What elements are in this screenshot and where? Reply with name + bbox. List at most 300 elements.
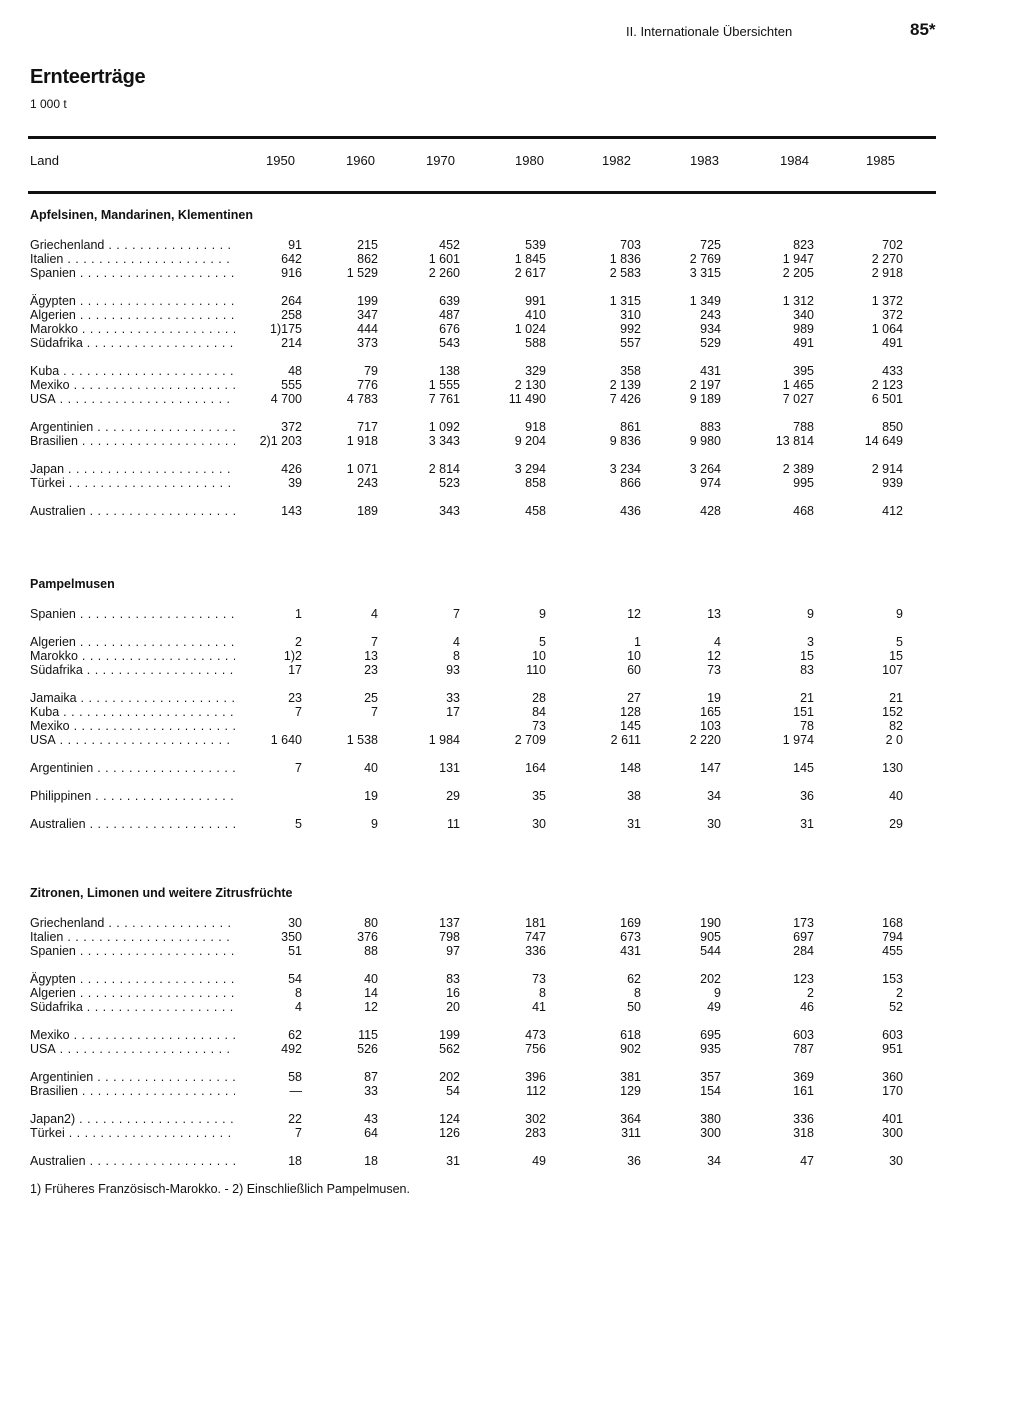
table-cell: 2: [807, 986, 814, 1000]
table-cell: 31: [446, 1154, 460, 1168]
country-name: Australien . . .: [30, 1154, 235, 1168]
column-header-year: 1985: [866, 153, 895, 168]
table-row: [0, 378, 1024, 392]
table-cell: 258: [281, 308, 302, 322]
table-cell: 151: [793, 705, 814, 719]
table-row: [0, 944, 1024, 958]
column-header-year: 1950: [266, 153, 295, 168]
table-cell: 8: [634, 986, 641, 1000]
table-row: [0, 238, 1024, 252]
country-name: Brasilien . . .: [30, 1084, 235, 1098]
table-cell: 1 555: [428, 378, 460, 392]
country-name: Japan2) . . .: [30, 1112, 235, 1126]
table-cell: 36: [800, 789, 814, 803]
table-cell: 29: [446, 789, 460, 803]
table-cell: 523: [439, 476, 460, 490]
table-cell: 30: [288, 916, 302, 930]
table-cell: 798: [439, 930, 460, 944]
table-cell: 23: [288, 691, 302, 705]
table-cell: 5: [896, 635, 903, 649]
table-cell: 129: [620, 1084, 641, 1098]
table-cell: 311: [621, 1126, 641, 1140]
table-cell: 555: [281, 378, 302, 392]
table-row: [0, 1154, 1024, 1168]
table-cell: 2 130: [514, 378, 546, 392]
table-cell: 1 465: [782, 378, 814, 392]
table-cell: 8: [453, 649, 460, 663]
table-cell: 787: [793, 1042, 814, 1056]
table-cell: 562: [439, 1042, 460, 1056]
table-cell: 2 914: [871, 462, 903, 476]
table-cell: 8: [295, 986, 302, 1000]
country-name: Algerien . . .: [30, 635, 235, 649]
table-cell: 28: [532, 691, 546, 705]
table-cell: 64: [364, 1126, 378, 1140]
table-top-rule: [28, 136, 936, 139]
table-cell: 300: [882, 1126, 903, 1140]
table-cell: 4 700: [270, 392, 302, 406]
table-cell: 526: [357, 1042, 378, 1056]
table-cell: 40: [889, 789, 903, 803]
table-cell: 18: [364, 1154, 378, 1168]
table-cell: 381: [620, 1070, 641, 1084]
table-cell: 452: [439, 238, 460, 252]
table-cell: 6 501: [871, 392, 903, 406]
section-title: Pampelmusen: [30, 577, 115, 591]
table-cell: 33: [446, 691, 460, 705]
country-name: Spanien . . .: [30, 607, 235, 621]
table-cell: 1: [634, 635, 641, 649]
table-cell: 33: [364, 1084, 378, 1098]
table-cell: 128: [620, 705, 641, 719]
table-cell: 2 389: [782, 462, 814, 476]
table-cell: 93: [446, 663, 460, 677]
country-name: Spanien . . .: [30, 266, 235, 280]
table-cell: 80: [364, 916, 378, 930]
table-cell: 161: [793, 1084, 814, 1098]
table-cell: 992: [620, 322, 641, 336]
section-title: Zitronen, Limonen und weitere Zitrusfrüchte: [30, 886, 293, 900]
table-cell: 861: [620, 420, 641, 434]
table-cell: 126: [439, 1126, 460, 1140]
table-cell: 243: [357, 476, 378, 490]
table-cell: 30: [889, 1154, 903, 1168]
table-cell: 284: [793, 944, 814, 958]
table-row: [0, 392, 1024, 406]
table-cell: 10: [532, 649, 546, 663]
table-cell: 1)175: [270, 322, 302, 336]
table-cell: 603: [882, 1028, 903, 1042]
table-cell: 2 617: [514, 266, 546, 280]
table-cell: 329: [525, 364, 546, 378]
table-cell: 7 027: [782, 392, 814, 406]
table-cell: 473: [525, 1028, 546, 1042]
country-name: Griechenland . . .: [30, 238, 235, 252]
table-cell: 84: [532, 705, 546, 719]
table-cell: 850: [882, 420, 903, 434]
table-cell: 130: [882, 761, 903, 775]
table-cell: 1 064: [871, 322, 903, 336]
table-cell: 673: [620, 930, 641, 944]
table-cell: 7: [295, 1126, 302, 1140]
table-cell: 2 123: [871, 378, 903, 392]
country-name: USA . . .: [30, 733, 235, 747]
table-cell: 173: [793, 916, 814, 930]
table-cell: 991: [525, 294, 546, 308]
table-cell: 702: [882, 238, 903, 252]
table-row: [0, 434, 1024, 448]
table-cell: 373: [357, 336, 378, 350]
table-cell: 794: [882, 930, 903, 944]
country-name: Jamaika . . .: [30, 691, 235, 705]
table-cell: 431: [700, 364, 721, 378]
table-cell: 4 783: [346, 392, 378, 406]
country-name: Algerien . . .: [30, 308, 235, 322]
column-header-year: 1983: [690, 153, 719, 168]
country-name: Kuba . . .: [30, 705, 235, 719]
table-cell: 107: [882, 663, 903, 677]
country-name: Italien . . .: [30, 930, 235, 944]
table-cell: 433: [882, 364, 903, 378]
table-row: [0, 607, 1024, 621]
table-cell: 918: [525, 420, 546, 434]
table-cell: 9 836: [609, 434, 641, 448]
table-cell: 15: [800, 649, 814, 663]
table-cell: 369: [793, 1070, 814, 1084]
table-cell: 2 0: [885, 733, 903, 747]
table-cell: 1 918: [346, 434, 378, 448]
table-row: [0, 972, 1024, 986]
table-cell: 91: [288, 238, 302, 252]
column-header-year: 1982: [602, 153, 631, 168]
table-cell: 154: [700, 1084, 721, 1098]
table-cell: 169: [620, 916, 641, 930]
country-name: Australien . . .: [30, 504, 235, 518]
table-cell: 934: [700, 322, 721, 336]
table-cell: 34: [707, 789, 721, 803]
table-cell: 215: [357, 238, 378, 252]
table-row: [0, 635, 1024, 649]
table-row: [0, 789, 1024, 803]
table-cell: 15: [889, 649, 903, 663]
table-row: [0, 476, 1024, 490]
table-cell: 2 814: [428, 462, 460, 476]
table-cell: 357: [700, 1070, 721, 1084]
country-name: Spanien . . .: [30, 944, 235, 958]
table-cell: 756: [525, 1042, 546, 1056]
table-cell: 145: [793, 761, 814, 775]
country-name: Ägypten . . .: [30, 972, 235, 986]
table-cell: 124: [439, 1112, 460, 1126]
table-cell: 5: [539, 635, 546, 649]
table-cell: 695: [700, 1028, 721, 1042]
table-cell: 138: [439, 364, 460, 378]
country-name: Argentinien . . .: [30, 761, 235, 775]
table-row: [0, 761, 1024, 775]
table-cell: 1)2: [283, 649, 302, 663]
table-row: [0, 1126, 1024, 1140]
table-cell: 7 426: [609, 392, 641, 406]
table-cell: 935: [700, 1042, 721, 1056]
country-name: Japan . . .: [30, 462, 235, 476]
table-cell: 73: [532, 972, 546, 986]
table-cell: 939: [882, 476, 903, 490]
table-cell: 153: [882, 972, 903, 986]
table-cell: 1 092: [428, 420, 460, 434]
table-cell: 27: [627, 691, 641, 705]
table-cell: 202: [439, 1070, 460, 1084]
page-number: 85*: [910, 20, 936, 39]
table-cell: 410: [525, 308, 546, 322]
table-cell: 7: [371, 705, 378, 719]
table-cell: 48: [288, 364, 302, 378]
country-name: Philippinen . . .: [30, 789, 235, 803]
table-cell: 88: [364, 944, 378, 958]
column-header-land: Land: [30, 153, 59, 168]
table-cell: 199: [357, 294, 378, 308]
table-cell: 2: [896, 986, 903, 1000]
table-cell: 2 205: [782, 266, 814, 280]
table-cell: 747: [525, 930, 546, 944]
table-cell: 2 709: [514, 733, 546, 747]
country-name: Marokko . . .: [30, 649, 235, 663]
table-cell: 2 611: [610, 733, 641, 747]
table-cell: 1 601: [428, 252, 460, 266]
table-cell: 283: [525, 1126, 546, 1140]
table-row: [0, 308, 1024, 322]
table-cell: 642: [281, 252, 302, 266]
country-name: Mexiko . . .: [30, 378, 235, 392]
table-cell: 9 980: [689, 434, 721, 448]
table-cell: 2 769: [689, 252, 721, 266]
table-row: [0, 504, 1024, 518]
table-cell: 302: [525, 1112, 546, 1126]
table-cell: 376: [357, 930, 378, 944]
table-cell: 902: [620, 1042, 641, 1056]
table-row: [0, 1000, 1024, 1014]
table-cell: 340: [793, 308, 814, 322]
table-cell: 989: [793, 322, 814, 336]
table-cell: 529: [700, 336, 721, 350]
table-cell: 1 024: [514, 322, 546, 336]
table-cell: 639: [439, 294, 460, 308]
country-name: Südafrika . . .: [30, 336, 235, 350]
table-cell: 148: [620, 761, 641, 775]
table-cell: 3 294: [514, 462, 546, 476]
table-cell: 1 071: [346, 462, 378, 476]
table-row: [0, 1112, 1024, 1126]
table-cell: —: [289, 1084, 302, 1098]
country-name: Türkei . . .: [30, 476, 235, 490]
table-cell: 25: [364, 691, 378, 705]
table-cell: 47: [800, 1154, 814, 1168]
table-cell: 49: [707, 1000, 721, 1014]
table-cell: 19: [364, 789, 378, 803]
table-row: [0, 705, 1024, 719]
table-cell: 862: [357, 252, 378, 266]
table-cell: 491: [793, 336, 814, 350]
table-cell: 168: [882, 916, 903, 930]
table-cell: 62: [288, 1028, 302, 1042]
table-cell: 5: [295, 817, 302, 831]
table-cell: 858: [525, 476, 546, 490]
table-cell: 364: [620, 1112, 641, 1126]
table-cell: 83: [446, 972, 460, 986]
table-cell: 2 918: [871, 266, 903, 280]
table-cell: 73: [707, 663, 721, 677]
table-cell: 34: [707, 1154, 721, 1168]
table-cell: 431: [620, 944, 641, 958]
table-cell: 428: [700, 504, 721, 518]
table-row: [0, 649, 1024, 663]
table-cell: 1 984: [428, 733, 460, 747]
table-cell: 4: [371, 607, 378, 621]
table-header-rule: [28, 191, 936, 194]
table-cell: 776: [357, 378, 378, 392]
table-cell: 618: [620, 1028, 641, 1042]
table-row: [0, 719, 1024, 733]
table-cell: 60: [627, 663, 641, 677]
table-cell: 9 204: [514, 434, 546, 448]
table-cell: 145: [620, 719, 641, 733]
table-cell: 9: [371, 817, 378, 831]
table-cell: 2 139: [609, 378, 641, 392]
table-row: [0, 420, 1024, 434]
table-row: [0, 916, 1024, 930]
table-row: [0, 252, 1024, 266]
table-cell: 87: [364, 1070, 378, 1084]
table-cell: 22: [288, 1112, 302, 1126]
table-cell: 14 649: [864, 434, 903, 448]
table-cell: 358: [620, 364, 641, 378]
table-cell: 21: [800, 691, 814, 705]
table-cell: 36: [627, 1154, 641, 1168]
table-cell: 73: [532, 719, 546, 733]
table-cell: 2 583: [609, 266, 641, 280]
unit-label: 1 000 t: [30, 97, 67, 111]
table-cell: 883: [700, 420, 721, 434]
table-cell: 39: [288, 476, 302, 490]
country-name: Australien . . .: [30, 817, 235, 831]
country-name: Algerien . . .: [30, 986, 235, 1000]
table-cell: 54: [446, 1084, 460, 1098]
country-name: Argentinien . . .: [30, 1070, 235, 1084]
table-cell: 11 490: [508, 392, 546, 406]
table-cell: 82: [889, 719, 903, 733]
table-cell: 13 814: [775, 434, 814, 448]
page-title: Ernteerträge: [30, 66, 146, 88]
country-name: Marokko . . .: [30, 322, 235, 336]
table-cell: 380: [700, 1112, 721, 1126]
table-cell: 3: [807, 635, 814, 649]
table-row: [0, 691, 1024, 705]
table-row: [0, 663, 1024, 677]
table-cell: 412: [882, 504, 903, 518]
country-name: Mexiko . . .: [30, 1028, 235, 1042]
section-title: Apfelsinen, Mandarinen, Klementinen: [30, 208, 253, 222]
table-cell: 38: [627, 789, 641, 803]
country-name: USA . . .: [30, 1042, 235, 1056]
table-cell: 697: [793, 930, 814, 944]
column-header-year: 1960: [346, 153, 375, 168]
table-cell: 112: [526, 1084, 546, 1098]
country-name: Südafrika . . .: [30, 663, 235, 677]
country-name: Griechenland . . .: [30, 916, 235, 930]
table-cell: 152: [882, 705, 903, 719]
table-cell: 1 312: [782, 294, 814, 308]
table-cell: 29: [889, 817, 903, 831]
table-cell: 35: [532, 789, 546, 803]
table-cell: 7: [453, 607, 460, 621]
table-cell: 17: [288, 663, 302, 677]
table-cell: 343: [439, 504, 460, 518]
table-cell: 18: [288, 1154, 302, 1168]
table-cell: 544: [700, 944, 721, 958]
table-cell: 310: [620, 308, 641, 322]
table-cell: 31: [627, 817, 641, 831]
table-cell: 9: [539, 607, 546, 621]
table-cell: 491: [882, 336, 903, 350]
table-cell: 916: [281, 266, 302, 280]
table-cell: 866: [620, 476, 641, 490]
table-cell: 137: [439, 916, 460, 930]
table-cell: 396: [525, 1070, 546, 1084]
country-name: USA . . .: [30, 392, 235, 406]
table-cell: 50: [627, 1000, 641, 1014]
table-cell: 2: [295, 635, 302, 649]
table-cell: 3 264: [689, 462, 721, 476]
table-cell: 372: [281, 420, 302, 434]
table-cell: 539: [525, 238, 546, 252]
table-cell: 444: [357, 322, 378, 336]
country-name: Ägypten . . .: [30, 294, 235, 308]
table-cell: 103: [700, 719, 721, 733]
table-row: [0, 986, 1024, 1000]
table-cell: 336: [793, 1112, 814, 1126]
table-cell: 3 315: [689, 266, 721, 280]
table-cell: 83: [800, 663, 814, 677]
table-cell: 79: [364, 364, 378, 378]
table-row: [0, 322, 1024, 336]
table-cell: 17: [446, 705, 460, 719]
table-cell: 43: [364, 1112, 378, 1126]
table-cell: 7: [371, 635, 378, 649]
table-cell: 30: [707, 817, 721, 831]
table-cell: 318: [793, 1126, 814, 1140]
table-row: [0, 266, 1024, 280]
table-row: [0, 336, 1024, 350]
table-cell: 181: [525, 916, 546, 930]
table-cell: 360: [882, 1070, 903, 1084]
table-cell: 41: [532, 1000, 546, 1014]
table-cell: 11: [447, 817, 460, 831]
table-cell: 51: [288, 944, 302, 958]
table-cell: 52: [889, 1000, 903, 1014]
table-cell: 347: [357, 308, 378, 322]
table-cell: 4: [714, 635, 721, 649]
table-cell: 3 343: [428, 434, 460, 448]
table-cell: 189: [357, 504, 378, 518]
table-cell: 21: [889, 691, 903, 705]
table-cell: 372: [882, 308, 903, 322]
table-row: [0, 462, 1024, 476]
table-cell: 54: [288, 972, 302, 986]
country-name: Südafrika . . .: [30, 1000, 235, 1014]
table-cell: 426: [281, 462, 302, 476]
table-cell: 1: [295, 607, 302, 621]
table-cell: 588: [525, 336, 546, 350]
country-name: Kuba . . .: [30, 364, 235, 378]
